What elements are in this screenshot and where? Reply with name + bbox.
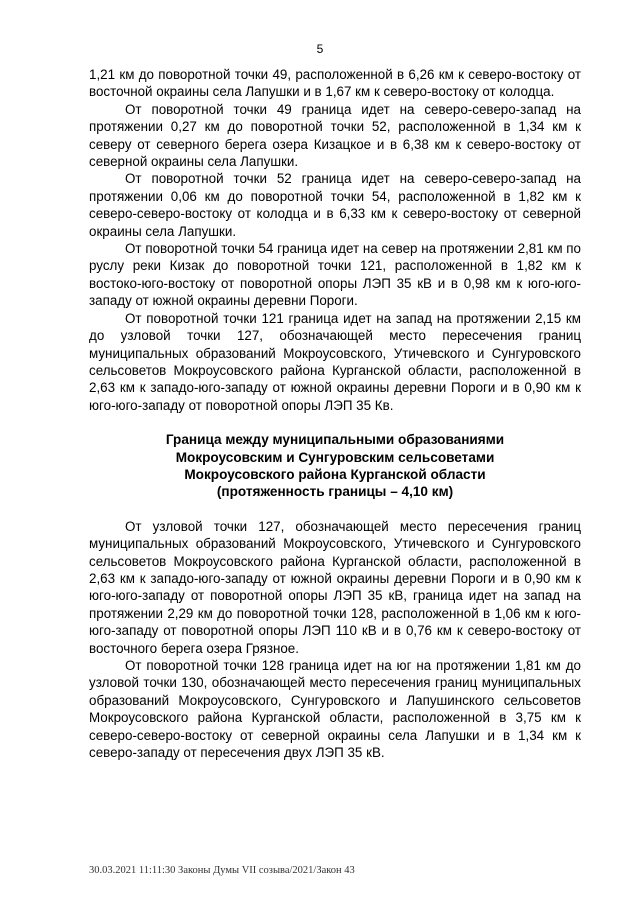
paragraph: От поворотной точки 121 граница идет на запад на протяжении 2,15 км до узловой точки 127, обозначающей место пересечения границ муниципальных образований Мокроусовского, Утичевского и Сунгуровского сельсоветов Мокроусовского района Курганской области, расположенной в 2,63 км к западо-юго-западу от южной окраины деревни Пороги и в 0,90 км к юго-юго-западу от поворотной опоры ЛЭП 35 Кв. [89,310,581,413]
section-heading [89,431,581,501]
section-heading-line: Мокроусовского района Курганской области [184,466,486,482]
paragraph: От поворотной точки 54 граница идет на север на протяжении 2,81 км по руслу реки Кизак до поворотной точки 121, расположенной в 1,82 км к востоко-юго-востоку от поворотной опоры ЛЭП 35 кВ и в 0,98 км к юго-юго-западу от южной окраины деревни Пороги. [89,241,581,309]
section-heading-line: Мокроусовским и Сунгуровским сельсоветами [175,449,495,465]
page-number: 5 [316,42,324,56]
paragraph: От поворотной точки 128 граница идет на юг на протяжении 1,81 км до узловой точки 130, обозначающей место пересечения границ муниципальных образований Мокроусовского, Сунгуровского и Лапушинского сельсоветов Мокроусовского района Курганской области, расположенной в 3,75 км к северо-северо-востоку от северной окраины села Лапушки и в 1,34 км к северо-западу от пересечения двух ЛЭП 35 кВ. [89,658,581,761]
paragraph: От поворотной точки 52 граница идет на северо-северо-запад на протяжении 0,06 км до поворотной точки 54, расположенной в 1,82 км к северо-северо-востоку от колодца и в 6,33 км к северо-востоку от северной окраины села Лапушки. [89,171,581,239]
document-footer: 30.03.2021 11:11:30 Законы Думы VII созыва/2021/Закон 43 [89,865,355,876]
paragraph: От поворотной точки 49 граница идет на северо-северо-запад на протяжении 0,27 км до поворотной точки 52, расположенной в 1,34 км к северу от северного берега озера Кизацкое и в 6,38 км к северо-востоку от северной окраины села Лапушки. [89,101,581,170]
section-heading-line: Граница между муниципальными образованиями [165,432,505,448]
section-heading-line: (протяженность границы – 4,10 км) [216,484,454,500]
paragraph: От узловой точки 127, обозначающей место пересечения границ муниципальных образований Мокроусовского, Утичевского и Сунгуровского сельсоветов Мокроусовского района Курганской области, расположенной в 2,63 км к западо-юго-западу от южной окраины деревни Пороги и в 0,90 км к юго-юго-западу от поворотной опоры ЛЭП 35 кВ, граница идет на запад на протяжении 2,29 км до поворотной точки 128, расположенной в 1,06 км к юго-юго-западу от поворотной опоры ЛЭП 110 кВ и в 0,76 км к северо-востоку от восточного берега озера Грязное. [89,518,581,656]
paragraph: 1,21 км до поворотной точки 49, расположенной в 6,26 км к северо-востоку от восточной окраины села Лапушки и в 1,67 км к северо-востоку от колодца. [89,67,581,100]
document-body [89,66,581,761]
